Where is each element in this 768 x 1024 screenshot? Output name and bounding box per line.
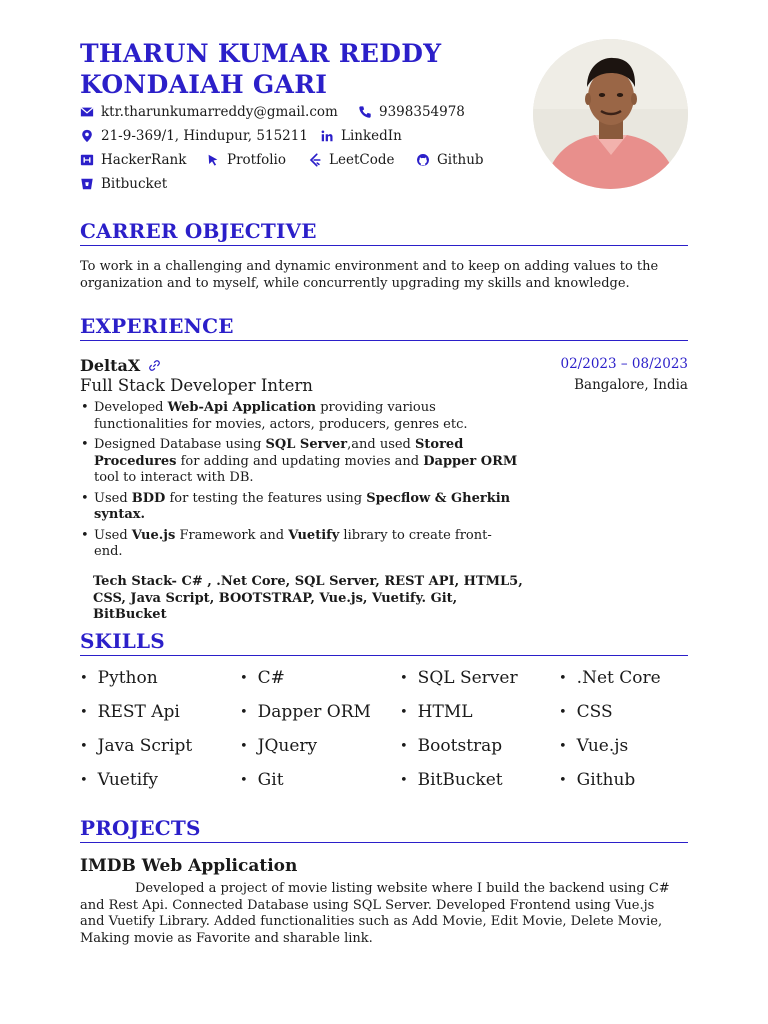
tech-stack: Tech Stack- C# , .Net Core, SQL Server, REST API, HTML5, CSS, Java Script, BOOTSTRAP, Vue.js, Vuetify. Git, BitBucket [93, 574, 523, 622]
skill-item: • Dapper ORM [240, 702, 371, 722]
skill-item: • Bootstrap [400, 736, 502, 756]
leetcode-icon [308, 153, 322, 167]
hackerrank-icon [80, 153, 94, 167]
linkedin-text: LinkedIn [341, 128, 402, 144]
bullet-text: Framework and [175, 527, 289, 543]
linkedin-icon [320, 129, 334, 143]
linkedin-link[interactable] [320, 128, 402, 144]
project-description: Developed a project of movie listing website where I build the backend using C# and Rest Api. Connected Database using SQL Server. Developed Frontend using Vue.js and Vuetify Library. Added functionalities such as Add Movie, Edit Movie, Delete Movie, Making movie as Favorite and sharable link. [80, 881, 670, 946]
leetcode-link[interactable] [308, 152, 394, 168]
experience-bullet [80, 400, 520, 433]
address-item [80, 128, 308, 144]
hackerrank-link[interactable] [80, 152, 186, 168]
skill-item: • HTML [400, 702, 473, 722]
job-dates: 02/2023 – 08/2023 [560, 356, 688, 372]
bullet-text: Designed Database using [94, 437, 266, 452]
name-line-2: KONDAIAH GARI [80, 70, 328, 99]
skill-item: • Git [240, 770, 284, 790]
github-icon [416, 153, 430, 167]
skills-grid [80, 668, 688, 804]
bullet-text: providing various functionalities for movies, actors, producers, genres etc. [94, 400, 468, 432]
bullet-text: for testing the features using [165, 490, 367, 506]
bullet-emphasis: BDD [131, 490, 166, 506]
bullet-emphasis: Web-Api Application [167, 400, 317, 415]
skill-item: • BitBucket [400, 770, 503, 790]
job-role: Full Stack Developer Intern [80, 376, 313, 395]
phone-icon [358, 105, 372, 119]
candidate-name [80, 38, 520, 100]
portfolio-link[interactable] [206, 152, 286, 168]
address-text: 21-9-369/1, Hindupur, 515211 [101, 128, 308, 144]
skill-item: • REST Api [80, 702, 180, 722]
email-text: ktr.tharunkumarreddy@gmail.com [101, 104, 338, 120]
project-title: IMDB Web Application [80, 856, 298, 876]
bullet-emphasis: Vue.js [131, 527, 176, 543]
name-line-1: THARUN KUMAR REDDY [80, 39, 442, 68]
github-link[interactable] [416, 152, 484, 168]
skill-item: • Github [559, 770, 635, 790]
skill-item: • SQL Server [400, 668, 518, 688]
bullet-text: library to create front-end. [94, 527, 492, 559]
skill-item: • Vue.js [559, 736, 628, 756]
bullet-text: Used [94, 490, 132, 506]
email-link[interactable] [80, 104, 338, 120]
skill-item: • .Net Core [559, 668, 661, 688]
phone-text: 9398354978 [379, 104, 465, 120]
company-name-text: DeltaX [80, 356, 141, 375]
bullet-emphasis: Vuetify [288, 527, 340, 543]
bullet-text: tool to interact with DB. [94, 470, 254, 485]
skill-item: • Python [80, 668, 158, 688]
section-title-projects: PROJECTS [80, 816, 688, 843]
bullet-emphasis: Specflow & Gherkin syntax. [94, 490, 511, 522]
skill-item: • Java Script [80, 736, 192, 756]
skill-item: • C# [240, 668, 285, 688]
profile-photo-illustration [533, 39, 688, 189]
experience-bullet [80, 528, 520, 561]
phone-link[interactable] [358, 104, 465, 120]
bitbucket-text: Bitbucket [101, 176, 168, 192]
experience-bullet [80, 491, 520, 524]
experience-bullets [80, 400, 520, 565]
portfolio-text: Protfolio [227, 152, 286, 168]
bullet-text: Used [94, 527, 132, 543]
section-title-objective: CARRER OBJECTIVE [80, 219, 688, 246]
skill-item: • JQuery [240, 736, 317, 756]
objective-text: To work in a challenging and dynamic environment and to keep on adding values to the organization and to myself, while concurrently upgrading my skills and knowledge. [80, 259, 659, 291]
bitbucket-link[interactable] [80, 176, 167, 192]
company-name [80, 356, 161, 375]
resume-page [80, 0, 688, 1024]
envelope-icon [80, 105, 94, 119]
github-text: Github [437, 152, 484, 168]
location-pin-icon [80, 129, 94, 143]
skill-item: • Vuetify [80, 770, 158, 790]
link-icon[interactable] [148, 359, 161, 372]
bullet-text: for adding and updating movies and [176, 453, 424, 469]
section-title-experience: EXPERIENCE [80, 314, 688, 341]
job-location: Bangalore, India [574, 377, 688, 393]
hackerrank-text: HackerRank [101, 152, 187, 168]
bullet-text: Developed [94, 400, 168, 415]
bullet-emphasis: SQL Server [265, 437, 348, 452]
bullet-text: ,and used [347, 437, 416, 452]
bullet-emphasis: Stored Procedures [94, 437, 464, 469]
experience-bullet [80, 437, 520, 487]
cursor-pointer-icon [206, 153, 220, 167]
section-title-skills: SKILLS [80, 629, 688, 656]
profile-photo [533, 39, 688, 189]
bitbucket-icon [80, 177, 94, 191]
leetcode-text: LeetCode [329, 152, 395, 168]
skill-item: • CSS [559, 702, 613, 722]
bullet-emphasis: Dapper ORM [423, 453, 518, 469]
